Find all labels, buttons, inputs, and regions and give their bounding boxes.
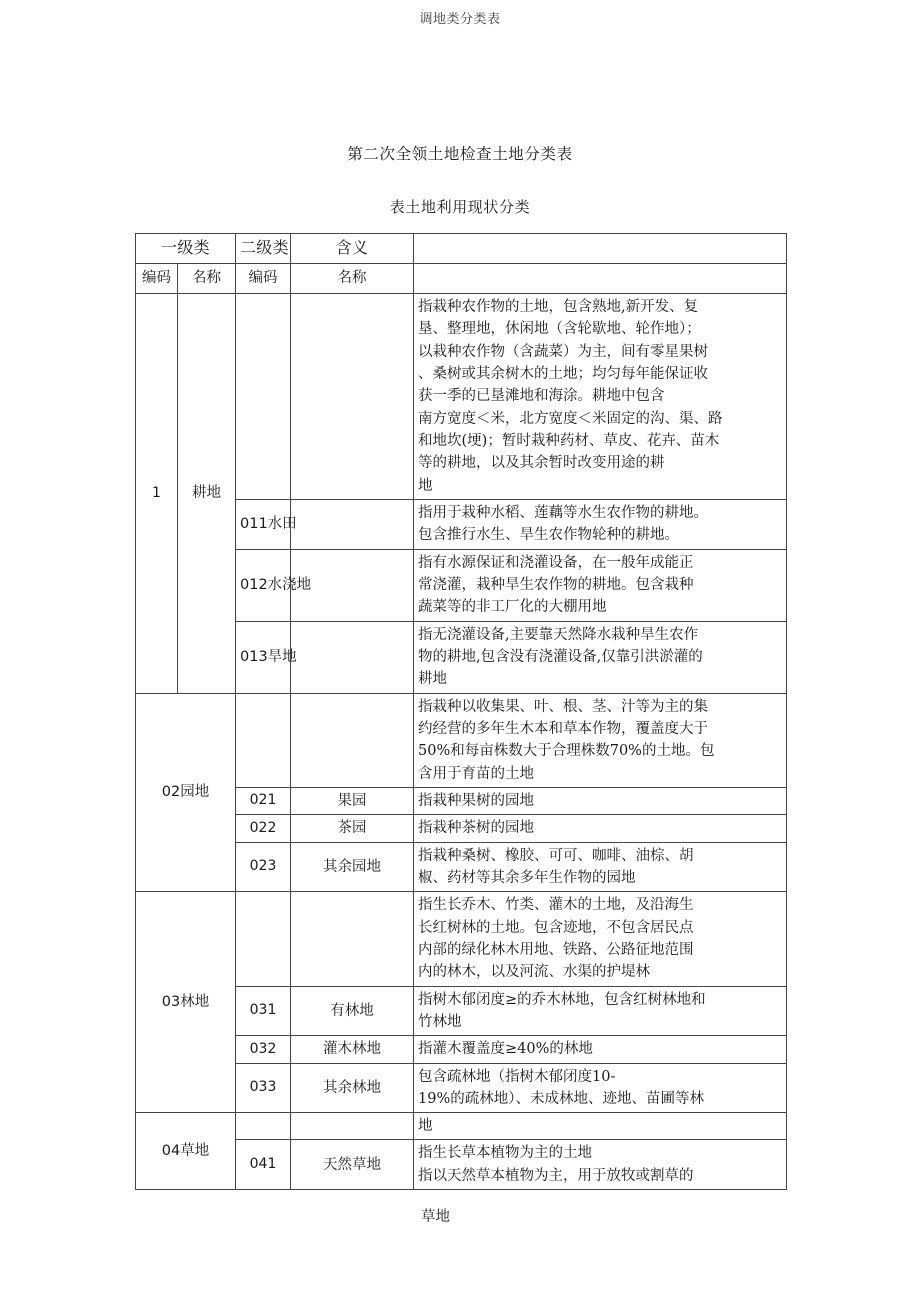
desc-line-overflow: 地 (418, 1118, 433, 1135)
header-meaning: 含义 (291, 234, 414, 264)
desc-line: 包含推行水生、旱生农作物轮种的耕地。 (418, 527, 679, 544)
desc-line: 和地坎(埂)；暂时栽种药材、草皮、花卉、苗木 (418, 432, 720, 449)
level2-name-other-forest: 其余林地 (291, 1063, 414, 1113)
desc-line: 南方宽度＜米，北方宽度＜米固定的沟、渠、路 (418, 410, 723, 427)
desc-line: 以栽种农作物（含蔬菜）为主，间有零星果树 (418, 343, 708, 360)
desc-dryland (414, 621, 787, 693)
header-name2: 名称 (291, 264, 414, 294)
desc-line: 指有水源保证和浇灌设备，在一般年成能正 (418, 554, 694, 571)
level1-code-cultivated: 1 (136, 294, 178, 694)
desc-line: 指栽种果树的园地 (418, 792, 534, 809)
desc-line: 50%和每亩株数大于合理株数70%的土地。包 (418, 743, 715, 760)
desc-line: 约经营的多年生木本和草本作物，覆盖度大于 (418, 720, 708, 737)
desc-line: 指以天然草本植物为主，用于放牧或割草的 (418, 1167, 694, 1184)
level2-code-grass-empty (236, 1113, 291, 1140)
level1-label-grass: 04草地 (136, 1113, 236, 1190)
desc-paddy (414, 499, 787, 549)
desc-irrigated (414, 549, 787, 621)
page-subtitle: 表土地利用现状分类 (389, 198, 531, 216)
desc-line: 指栽种以收集果、叶、根、茎、汁等为主的集 (418, 698, 708, 715)
table-row (136, 1113, 787, 1140)
desc-timber (414, 986, 787, 1036)
desc-line: 地 (418, 477, 433, 494)
level2-name-natural-grass: 天然草地 (291, 1140, 414, 1190)
desc-line: 获一季的已垦滩地和海涂。耕地中包含 (418, 388, 665, 405)
level2-name-dryland-spacer (291, 621, 414, 693)
level2-code-other-garden: 023 (236, 842, 291, 892)
level2-code-forest-empty (236, 892, 291, 986)
desc-line: 包含疏林地（指树木郁闭度10- (418, 1068, 616, 1085)
level2-name-grass-empty (291, 1113, 414, 1140)
header-code1: 编码 (136, 264, 178, 294)
header-meaning-spacer (414, 264, 787, 294)
desc-line: 指栽种桑树、橡胶、可可、咖啡、油棕、胡 (418, 847, 694, 864)
level1-name-cultivated: 耕地 (178, 294, 236, 694)
header-name1: 名称 (178, 264, 236, 294)
desc-natural-grass (414, 1140, 787, 1190)
desc-tea (414, 815, 787, 842)
desc-forest (414, 892, 787, 986)
level2-name-garden-empty (291, 693, 414, 787)
desc-line: 指生长乔木、竹类、灌木的土地，及沿海生 (418, 897, 694, 914)
desc-line: 指栽种农作物的土地，包含熟地,新开发、复 (418, 299, 699, 315)
level1-label-garden: 02园地 (136, 693, 236, 892)
desc-line: 内的林木，以及河流、水渠的护堤林 (418, 964, 650, 981)
desc-line: 指用于栽种水稻、莲藕等水生农作物的耕地。 (418, 504, 708, 521)
desc-shrub (414, 1036, 787, 1063)
desc-grass (414, 1113, 787, 1140)
page-title: 第二次全领土地检查土地分类表 (347, 145, 573, 163)
level2-name-forest-empty (291, 892, 414, 986)
desc-other-garden (414, 842, 787, 892)
desc-line: 耕地 (418, 671, 447, 688)
desc-line: 指树木郁闭度≥的乔木林地，包含红树林地和 (418, 991, 706, 1008)
desc-line: 、桑树或其余树木的土地；均匀每年能保证收 (418, 365, 708, 382)
desc-line: 蔬菜等的非工厂化的大棚用地 (418, 599, 607, 616)
desc-line: 常浇灌，栽种旱生农作物的耕地。包含栽种 (418, 576, 694, 593)
level1-label-forest: 03林地 (136, 892, 236, 1113)
level2-label-dryland: 013旱地 (236, 621, 291, 693)
level2-label-paddy: 011水田 (236, 499, 291, 549)
header-spacer (414, 234, 787, 264)
level2-name-paddy-spacer (291, 499, 414, 549)
running-head: 调地类分类表 (419, 12, 501, 27)
table-row (136, 294, 787, 500)
desc-line: 垦、整理地，休闲地（含轮歇地、轮作地）； (418, 321, 701, 338)
desc-line: 19%的疏林地）、未成林地、迹地、苗圃等林 (418, 1090, 704, 1107)
level2-code-empty (236, 294, 291, 500)
desc-line: 竹林地 (418, 1013, 462, 1030)
level2-name-shrub: 灌木林地 (291, 1036, 414, 1063)
level2-code-other-forest: 033 (236, 1063, 291, 1113)
desc-line: 指生长草本植物为主的土地 (418, 1145, 592, 1162)
level2-code-natural-grass: 041 (236, 1140, 291, 1190)
desc-line: 含用于育苗的土地 (418, 765, 534, 782)
level2-code-orchard: 021 (236, 787, 291, 814)
desc-orchard (414, 787, 787, 814)
desc-overflow-below-table: 草地 (421, 1209, 450, 1225)
level2-name-orchard: 果园 (291, 787, 414, 814)
table-header-row-1 (136, 234, 787, 264)
level2-code-tea: 022 (236, 815, 291, 842)
level2-name-tea: 茶园 (291, 815, 414, 842)
desc-garden (414, 693, 787, 787)
level2-code-shrub: 032 (236, 1036, 291, 1063)
level2-name-empty (291, 294, 414, 500)
level2-name-other-garden: 其余园地 (291, 842, 414, 892)
desc-line: 指栽种茶树的园地 (418, 820, 534, 837)
desc-line: 内部的绿化林木用地、铁路、公路征地范围 (418, 941, 694, 958)
desc-line: 椒、药材等其余多年生作物的园地 (418, 869, 636, 886)
desc-line: 长红树林的土地。包含迹地，不包含居民点 (418, 919, 694, 936)
land-classification-table (135, 233, 787, 1190)
level2-label-irrigated: 012水浇地 (236, 549, 291, 621)
desc-cultivated (414, 294, 787, 500)
desc-line: 等的耕地，以及其余暂时改变用途的耕 (418, 455, 665, 472)
header-code2: 编码 (236, 264, 291, 294)
table-row (136, 892, 787, 986)
table-header-row-2 (136, 264, 787, 294)
level2-name-timber: 有林地 (291, 986, 414, 1036)
desc-line: 指灌木覆盖度≥40%的林地 (418, 1041, 593, 1058)
level2-code-garden-empty (236, 693, 291, 787)
desc-other-forest (414, 1063, 787, 1113)
header-level2: 二级类 (236, 234, 291, 264)
desc-line: 指无浇灌设备,主要靠天然降水栽种旱生农作 (418, 626, 699, 643)
header-level1: 一级类 (136, 234, 236, 264)
desc-line: 物的耕地,包含没有浇灌设备,仅靠引洪淤灌的 (418, 648, 703, 665)
table-row (136, 693, 787, 787)
level2-code-timber: 031 (236, 986, 291, 1036)
